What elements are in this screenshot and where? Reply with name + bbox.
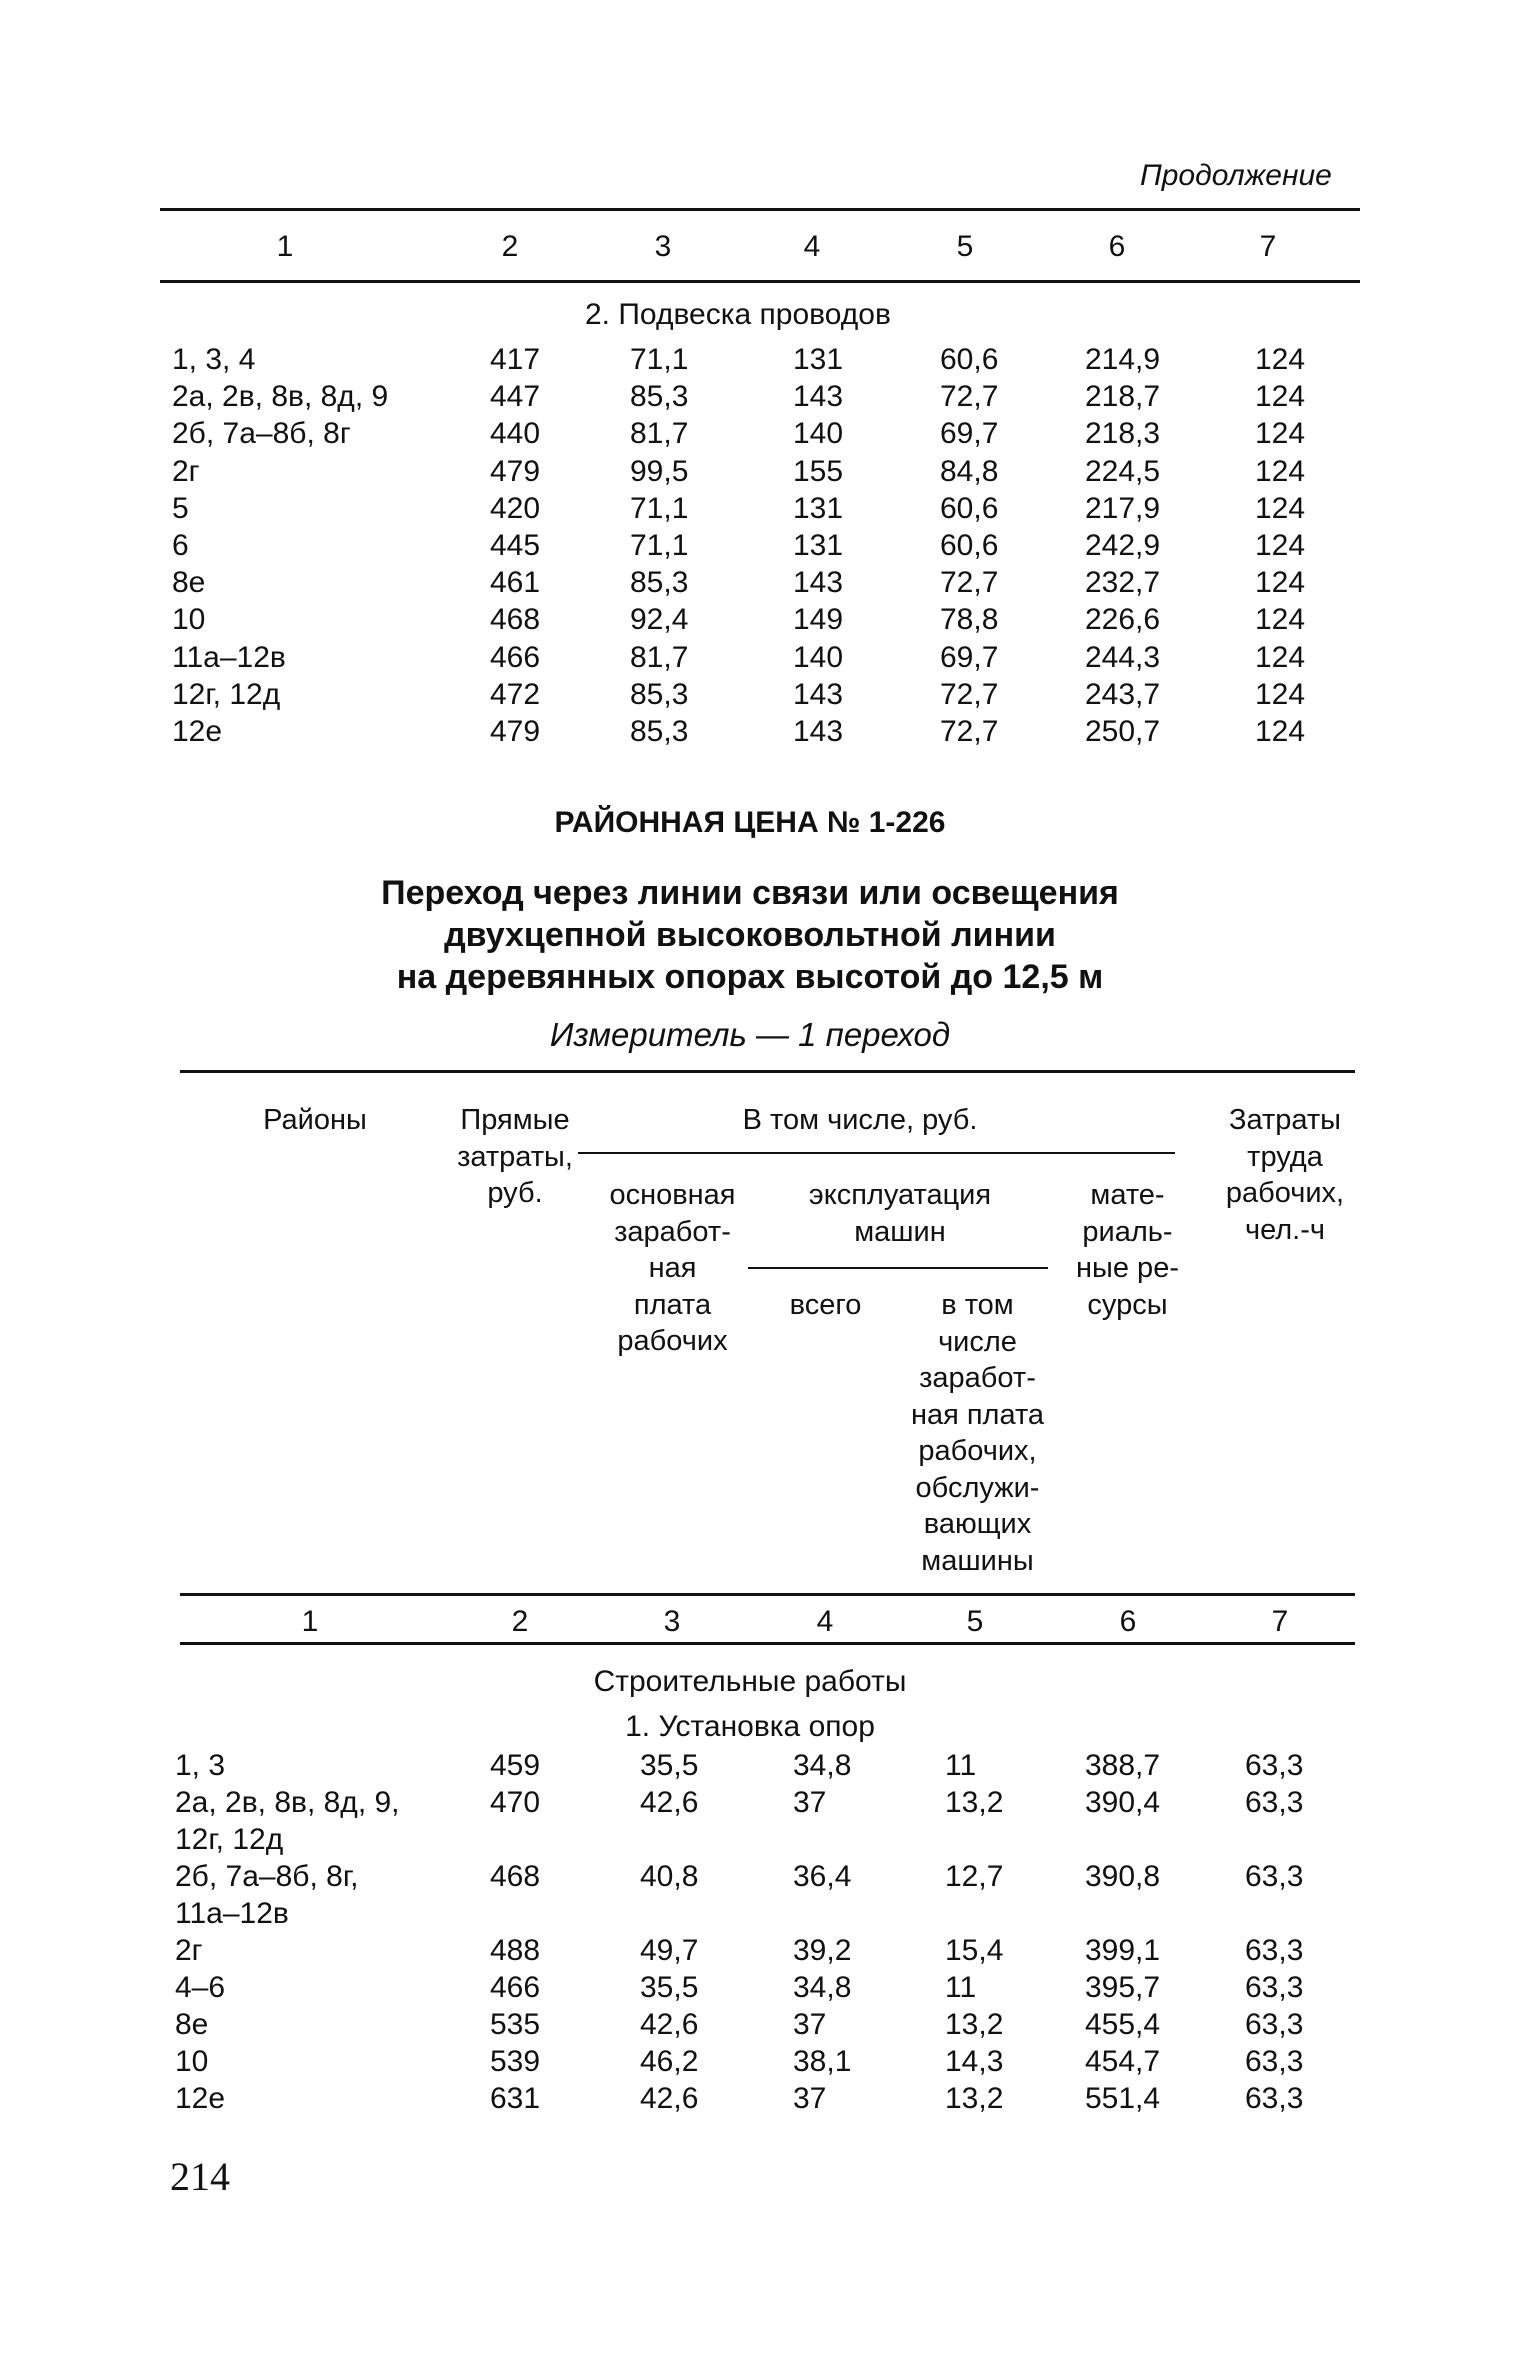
table1-section-title: 2. Подвеска проводов	[585, 298, 891, 331]
table2-value-cell: 631	[490, 2082, 541, 2115]
table1-region-cell: 1, 3, 4	[172, 343, 256, 376]
table2-value-cell: 468	[490, 1860, 541, 1893]
table2-value-cell: 454,7	[1085, 2045, 1161, 2078]
table2-value-cell: 37	[793, 1786, 827, 1819]
table1-value-cell: 71,1	[630, 491, 689, 525]
table1-value-cell: 472	[490, 677, 541, 711]
table2-value-cell: 63,3	[1245, 1749, 1304, 1782]
header-machine-wage-line: в том	[941, 1289, 1014, 1321]
header-direct-costs-line: Прямые	[460, 1104, 570, 1136]
table1-value-cell: 143	[793, 380, 844, 414]
header-base-wage	[590, 1177, 755, 1360]
table1-value-cell: 224,5	[1085, 454, 1161, 488]
table1-value-cell: 124	[1255, 491, 1306, 525]
header-labor-line: Затраты	[1228, 1104, 1342, 1136]
table1-region-cell: 8е	[172, 566, 206, 600]
table1-region-cell: 10	[172, 603, 206, 637]
header-base-wage-line: основная	[609, 1179, 736, 1211]
table1-value-cell: 214,9	[1085, 343, 1161, 376]
table1-value-cell: 72,7	[940, 380, 999, 414]
table1-value-cell: 124	[1255, 603, 1306, 637]
table2-region-cell: 2г	[175, 1934, 203, 1967]
continuation-label: Продолжение	[1140, 159, 1332, 192]
table2-value-cell: 399,1	[1085, 1934, 1161, 1967]
table2-value-cell: 466	[490, 1971, 541, 2004]
table1-value-cell: 466	[490, 640, 541, 674]
table1-value-cell: 72,7	[940, 677, 999, 711]
header-base-wage-line: плата	[633, 1288, 712, 1321]
table1-value-cell: 60,6	[940, 529, 999, 562]
table1-value-cell: 60,6	[940, 491, 999, 525]
table2-subsection-title: 1. Установка опор	[625, 1710, 875, 1743]
table2-region-cell: 12е	[175, 2082, 226, 2115]
table2-value-cell: 35,5	[640, 1971, 699, 2004]
header-machine-wage-line: заработ-	[919, 1362, 1036, 1394]
header-labor-line: труда	[1247, 1140, 1323, 1173]
table1-value-cell: 143	[793, 566, 844, 600]
table1-top-rule	[160, 208, 1360, 211]
header-labor-line: чел.-ч	[1244, 1213, 1326, 1246]
table1-header-rule	[160, 280, 1360, 283]
table2-value-cell: 13,2	[945, 1786, 1004, 1819]
table1-value-cell: 140	[793, 640, 844, 674]
header-direct-costs-line: руб.	[487, 1177, 543, 1209]
table2-column-number: 6	[1119, 1605, 1137, 1638]
table2-value-cell: 46,2	[640, 2045, 699, 2078]
title-line-2: двухцепной высоковольтной линии	[444, 916, 1056, 954]
table2-region-cell: 12г, 12д	[175, 1823, 284, 1856]
table1-region-cell: 11а–12в	[172, 640, 286, 674]
header-materials	[1065, 1177, 1190, 1323]
table2-value-cell: 13,2	[945, 2008, 1004, 2041]
header-base-wage-line: заработ-	[614, 1215, 731, 1248]
table1-value-cell: 250,7	[1085, 715, 1161, 748]
table2-region-cell: 10	[175, 2045, 209, 2078]
header-materials-line: ные ре-	[1076, 1252, 1179, 1284]
table2-column-number: 1	[301, 1605, 319, 1638]
table2-numbers-bottom-rule	[180, 1642, 1355, 1645]
header-machine-wage-line: машины	[921, 1544, 1034, 1577]
table1-value-cell: 445	[490, 529, 541, 562]
table1-value-cell: 85,3	[630, 677, 689, 711]
table2-value-cell: 63,3	[1245, 2045, 1304, 2078]
table1-value-cell: 140	[793, 417, 844, 451]
table2-top-rule	[180, 1070, 1355, 1073]
table1-column-number: 7	[1259, 230, 1277, 263]
table1-column-number: 1	[276, 230, 294, 263]
table1-value-cell: 226,6	[1085, 603, 1161, 637]
table1-value-cell: 124	[1255, 380, 1306, 414]
table2-region-cell: 8е	[175, 2008, 209, 2041]
header-machine-wage-line: вающих	[923, 1508, 1032, 1540]
header-direct-costs	[435, 1102, 595, 1212]
header-base-wage-line: рабочих	[617, 1325, 728, 1357]
table1-value-cell: 440	[490, 417, 541, 451]
table1-value-cell: 131	[793, 529, 844, 562]
table1-value-cell: 124	[1255, 529, 1306, 562]
table2-value-cell: 37	[793, 2008, 827, 2041]
table1-value-cell: 143	[793, 677, 844, 711]
table2-value-cell: 459	[490, 1749, 541, 1782]
header-machine-operation	[760, 1177, 1040, 1250]
table1-value-cell: 81,7	[630, 417, 689, 451]
table2-including-rule	[578, 1152, 1175, 1154]
table2-region-cell: 11а–12в	[175, 1897, 289, 1930]
table2-value-cell: 63,3	[1245, 2008, 1304, 2041]
table2-column-number: 4	[816, 1605, 834, 1638]
table1-value-cell: 218,7	[1085, 380, 1161, 414]
table1-value-cell: 84,8	[940, 454, 999, 488]
table2-value-cell: 390,8	[1085, 1860, 1161, 1893]
table2-value-cell: 42,6	[640, 2082, 699, 2115]
table1-value-cell: 124	[1255, 677, 1306, 711]
table1-value-cell: 71,1	[630, 343, 689, 376]
table2-value-cell: 13,2	[945, 2082, 1004, 2115]
header-base-wage-line: ная	[648, 1252, 697, 1284]
header-machine-wage	[890, 1287, 1065, 1579]
table1-value-cell: 124	[1255, 715, 1306, 748]
header-machine-wage-line: числе	[938, 1325, 1017, 1358]
header-machine-total: всего	[789, 1289, 862, 1321]
title	[300, 872, 1200, 998]
table1-column-number: 6	[1108, 230, 1126, 263]
table1-value-cell: 468	[490, 603, 541, 637]
table2-region-cell: 2б, 7а–8б, 8г,	[175, 1860, 359, 1893]
table1-region-cell: 5	[172, 491, 189, 525]
table2-value-cell: 488	[490, 1934, 541, 1967]
table1-value-cell: 85,3	[630, 380, 689, 414]
header-labor-line: рабочих,	[1225, 1177, 1345, 1209]
table1-value-cell: 78,8	[940, 603, 999, 637]
table2-value-cell: 15,4	[945, 1934, 1004, 1967]
table2-section-title: Строительные работы	[593, 1665, 907, 1698]
table1-value-cell: 124	[1255, 417, 1306, 451]
table1-value-cell: 131	[793, 491, 844, 525]
table2-value-cell: 388,7	[1085, 1749, 1161, 1782]
table2-value-cell: 34,8	[793, 1971, 852, 2004]
table1-value-cell: 131	[793, 343, 844, 376]
table2-value-cell: 42,6	[640, 1786, 699, 1819]
table2-value-cell: 395,7	[1085, 1971, 1161, 2004]
table1-value-cell: 143	[793, 715, 844, 748]
table2-header-bottom-rule	[180, 1593, 1355, 1596]
title-line-1: Переход через линии связи или освещения	[381, 874, 1119, 912]
table2-region-cell: 1, 3	[175, 1749, 226, 1782]
header-machine-wage-line: обслужи-	[915, 1471, 1040, 1504]
table1-value-cell: 244,3	[1085, 640, 1161, 674]
table2-value-cell: 35,5	[640, 1749, 699, 1782]
table1-column-number: 3	[654, 230, 672, 263]
table2-value-cell: 63,3	[1245, 2082, 1304, 2115]
title-line-3: на деревянных опорах высотой до 12,5 м	[396, 958, 1104, 996]
table2-value-cell: 455,4	[1085, 2008, 1161, 2041]
table2-region-cell: 2а, 2в, 8в, 8д, 9,	[175, 1786, 400, 1819]
table2-value-cell: 535	[490, 2008, 541, 2041]
table1-value-cell: 69,7	[940, 640, 999, 674]
table2-value-cell: 37	[793, 2082, 827, 2115]
table1-value-cell: 232,7	[1085, 566, 1161, 600]
table1-value-cell: 81,7	[630, 640, 689, 674]
table2-value-cell: 34,8	[793, 1749, 852, 1782]
table1-value-cell: 92,4	[630, 603, 689, 637]
table2-region-cell: 4–6	[175, 1971, 226, 2004]
table2-column-number: 7	[1271, 1605, 1289, 1638]
table1-region-cell: 12е	[172, 715, 223, 748]
table1-value-cell: 479	[490, 715, 541, 748]
table1-region-cell: 6	[172, 529, 189, 562]
table2-value-cell: 63,3	[1245, 1860, 1304, 1893]
header-materials-line: мате-	[1090, 1179, 1165, 1211]
price-heading: РАЙОННАЯ ЦЕНА № 1-226	[554, 806, 946, 839]
table2-value-cell: 14,3	[945, 2045, 1004, 2078]
table1-value-cell: 124	[1255, 640, 1306, 674]
table2-machine-rule	[748, 1267, 1048, 1269]
table1-region-cell: 2г	[172, 454, 200, 488]
table2-value-cell: 63,3	[1245, 1934, 1304, 1967]
table2-value-cell: 551,4	[1085, 2082, 1161, 2115]
table2-column-number: 3	[663, 1605, 681, 1638]
table1-region-cell: 2б, 7а–8б, 8г	[172, 417, 351, 451]
table1-region-cell: 2а, 2в, 8в, 8д, 9	[172, 380, 389, 414]
header-labor	[1205, 1102, 1365, 1248]
header-machine-operation-line: машин	[854, 1215, 946, 1248]
table1-value-cell: 242,9	[1085, 529, 1161, 562]
table1-value-cell: 461	[490, 566, 541, 600]
table2-value-cell: 11	[945, 1971, 977, 2004]
table2-column-number: 2	[511, 1605, 529, 1638]
page-number: 214	[170, 2154, 230, 2199]
table1-value-cell: 124	[1255, 343, 1306, 376]
table2-value-cell: 39,2	[793, 1934, 852, 1967]
table1-value-cell: 69,7	[940, 417, 999, 451]
table1-value-cell: 72,7	[940, 566, 999, 600]
table2-value-cell: 42,6	[640, 2008, 699, 2041]
table2-value-cell: 470	[490, 1786, 541, 1819]
table1-value-cell: 218,3	[1085, 417, 1161, 451]
table1-column-number: 5	[956, 230, 974, 263]
table1-value-cell: 85,3	[630, 566, 689, 600]
table1-value-cell: 243,7	[1085, 677, 1161, 711]
table2-value-cell: 63,3	[1245, 1971, 1304, 2004]
table1-value-cell: 60,6	[940, 343, 999, 376]
table1-value-cell: 124	[1255, 566, 1306, 600]
table2-value-cell: 11	[945, 1749, 977, 1782]
table2-value-cell: 49,7	[640, 1934, 699, 1967]
table1-value-cell: 479	[490, 454, 541, 488]
table2-value-cell: 38,1	[793, 2045, 852, 2078]
table2-value-cell: 63,3	[1245, 1786, 1304, 1819]
table1-value-cell: 124	[1255, 454, 1306, 488]
table1-value-cell: 71,1	[630, 529, 689, 562]
table2-value-cell: 36,4	[793, 1860, 852, 1893]
header-regions: Районы	[263, 1104, 367, 1136]
table2-value-cell: 40,8	[640, 1860, 699, 1893]
table1-value-cell: 420	[490, 491, 541, 525]
table1-value-cell: 99,5	[630, 454, 689, 488]
table1-value-cell: 149	[793, 603, 844, 637]
measure: Измеритель — 1 переход	[549, 1016, 951, 1053]
table1-value-cell: 85,3	[630, 715, 689, 748]
header-materials-line: сурсы	[1087, 1288, 1168, 1321]
table1-column-number: 4	[803, 230, 821, 263]
table1-value-cell: 417	[490, 343, 541, 376]
table2-value-cell: 539	[490, 2045, 541, 2078]
table1-value-cell: 155	[793, 454, 844, 488]
table1-value-cell: 447	[490, 380, 541, 414]
header-materials-line: риаль-	[1082, 1215, 1173, 1248]
table1-region-cell: 12г, 12д	[172, 677, 281, 711]
header-direct-costs-line: затраты,	[457, 1140, 573, 1173]
table2-column-number: 5	[966, 1605, 984, 1638]
table2-value-cell: 390,4	[1085, 1786, 1161, 1819]
table1-value-cell: 217,9	[1085, 491, 1161, 525]
header-machine-wage-line: ная плата	[910, 1398, 1045, 1431]
table2-value-cell: 12,7	[945, 1860, 1004, 1893]
header-machine-wage-line: рабочих,	[918, 1435, 1037, 1467]
table1-column-number: 2	[501, 230, 519, 263]
header-including: В том числе, руб.	[742, 1104, 978, 1136]
table1-value-cell: 72,7	[940, 715, 999, 748]
header-machine-operation-line: эксплуатация	[808, 1179, 992, 1211]
